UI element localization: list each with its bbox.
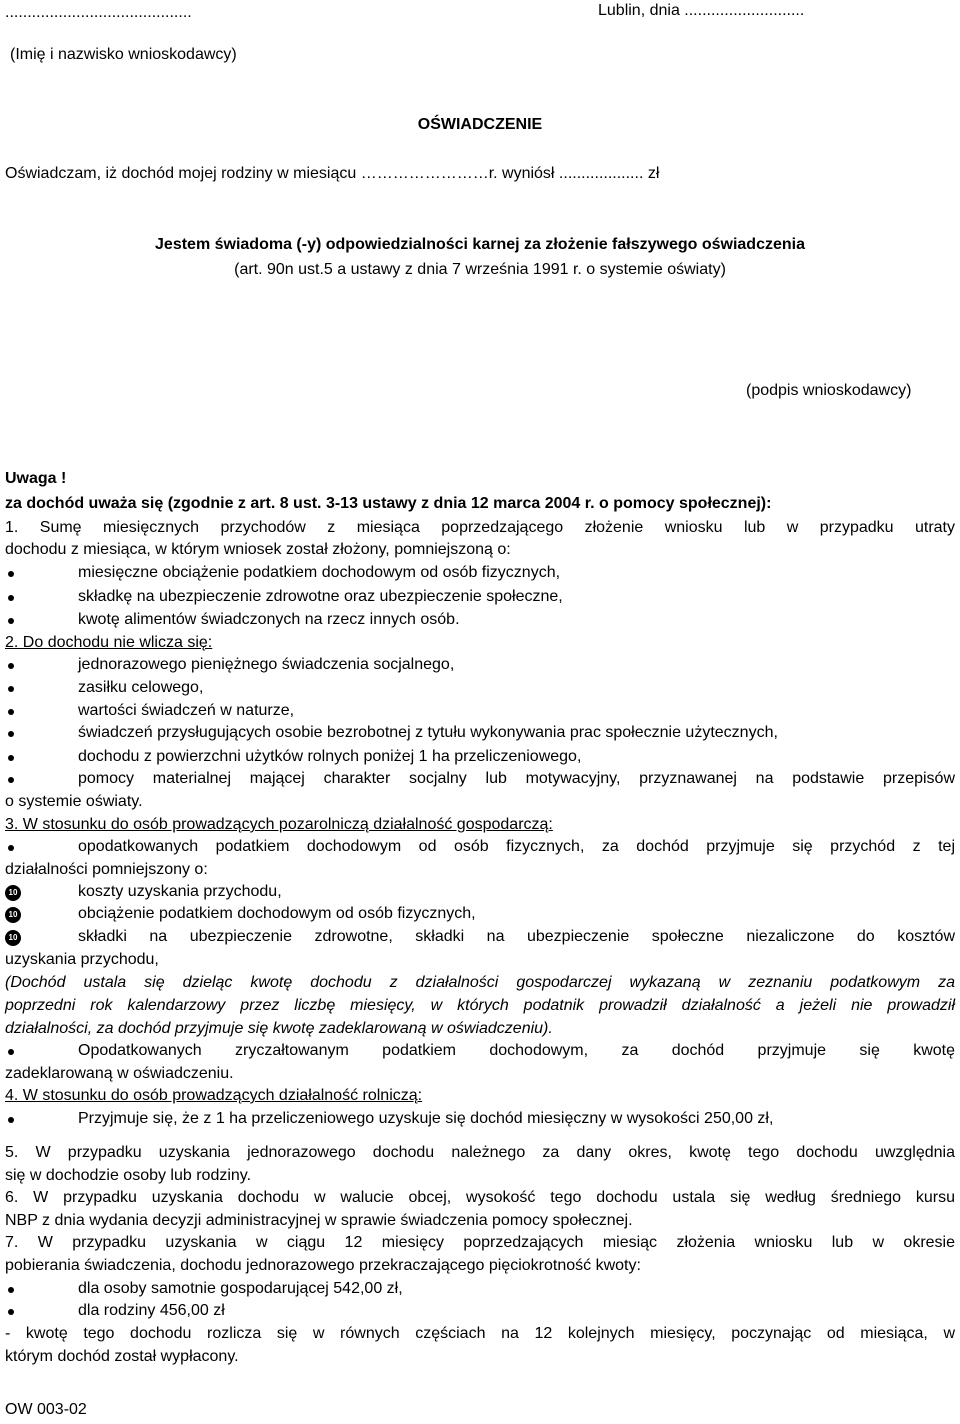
p1-item: miesięczne obciążenie podatkiem dochodowym od osób fizycznych, [78, 564, 561, 581]
p7-line2: pobierania świadczenia, dochodu jednorazowego przekraczającego pięciokrotność kwoty: [5, 1257, 641, 1274]
final-line2: którym dochód został wypłacony. [5, 1348, 239, 1365]
footer-code: OW 003-02 [5, 1401, 87, 1418]
p3-italic-note: działalności, za dochód przyjmuje się kwotę zadeklarowaną w oświadczeniu). [5, 1020, 553, 1037]
bullet-icon [5, 586, 17, 608]
p2-item: pomocy materialnej mającej charakter socjalny lub motywacyjny, przyznawanej na podstawie przepisów [78, 770, 955, 787]
p2-item-continuation: o systemie oświaty. [5, 793, 143, 810]
p2-item: zasiłku celowego, [78, 679, 204, 696]
p3-item1-continuation: działalności pomniejszony o: [5, 861, 208, 878]
p7-item: dla osoby samotnie gospodarującej 542,00 zł, [78, 1280, 403, 1297]
p6-line1: 6. W przypadku uzyskania dochodu w walucie obcej, wysokość tego dochodu ustala się według średniego kursu [5, 1189, 955, 1206]
p3-numbered-item: obciążenie podatkiem dochodowym od osób fizycznych, [78, 905, 476, 922]
city-date: Lublin, dnia ........................... [598, 2, 805, 19]
p3-heading: 3. W stosunku do osób prowadzących pozarolniczą działalność gospodarczą: [5, 816, 553, 833]
p3-numbered-item: koszty uzyskania przychodu, [78, 883, 282, 900]
applicant-name-dots: .......................................... [5, 4, 192, 21]
bullet-icon [5, 1300, 17, 1322]
bullet-icon [5, 700, 17, 722]
bullet-icon [5, 1108, 17, 1130]
applicant-name-label: (Imię i nazwisko wnioskodawcy) [10, 46, 237, 63]
bullet-icon [5, 746, 17, 768]
p2-item: dochodu z powierzchni użytków rolnych poniżej 1 ha przeliczeniowego, [78, 748, 582, 765]
p1-line1: 1. Sumę miesięcznych przychodów z miesiąca poprzedzającego złożenie wniosku lub w przypadku utraty [5, 519, 955, 536]
p5-line2: się w dochodzie osoby lub rodziny. [5, 1167, 252, 1184]
p4-heading: 4. W stosunku do osób prowadzących działalność rolniczą: [5, 1087, 423, 1104]
p3-numbered-continuation: uzyskania przychodu, [5, 951, 159, 968]
p7-line1: 7. W przypadku uzyskania w ciągu 12 miesięcy poprzedzających miesiąc złożenia wniosku lub w okresie [5, 1234, 955, 1251]
responsibility-statement: Jestem świadoma (-y) odpowiedzialności karnej za złożenie fałszywego oświadczenia [155, 236, 805, 253]
final-line1: - kwotę tego dochodu rozlicza się w równych częściach na 12 kolejnych miesięcy, poczynając od miesiąca, w [5, 1325, 955, 1342]
numbered-bullet-icon: 10 [5, 930, 21, 946]
p7-item: dla rodziny 456,00 zł [78, 1302, 225, 1319]
bullet-icon [5, 1040, 17, 1062]
p2-heading: 2. Do dochodu nie wlicza się: [5, 634, 213, 651]
document-title: OŚWIADCZENIE [417, 116, 543, 133]
numbered-bullet-icon: 10 [5, 907, 21, 923]
p3-italic-note: poprzedni rok kalendarzowy przez liczbę miesięcy, w których podatnik prowadził działalność a jeżeli nie prowadził [5, 997, 955, 1014]
p2-item: wartości świadczeń w naturze, [78, 702, 295, 719]
p2-item: jednorazowego pieniężnego świadczenia socjalnego, [78, 656, 455, 673]
p6-line2: NBP z dnia wydania decyzji administracyjnej w sprawie świadczenia pomocy społecznej. [5, 1212, 633, 1229]
p5-line1: 5. W przypadku uzyskania jednorazowego dochodu należnego za dany okres, kwotę tego dochodu uwzględnia [5, 1144, 955, 1161]
p4-item: Przyjmuje się, że z 1 ha przeliczeniowego uzyskuje się dochód miesięczny w wysokości 250,00 zł, [78, 1110, 774, 1127]
legal-reference: (art. 90n ust.5 a ustawy z dnia 7 września 1991 r. o systemie oświaty) [234, 261, 726, 278]
p3-numbered-item: składki na ubezpieczenie zdrowotne, składki na ubezpieczenie społeczne niezaliczone do kosztów [78, 928, 955, 945]
p1-item: kwotę alimentów świadczonych na rzecz innych osób. [78, 611, 460, 628]
bullet-icon [5, 562, 17, 584]
numbered-bullet-icon: 10 [5, 885, 21, 901]
p1-line2: dochodu z miesiąca, w którym wniosek został złożony, pomniejszoną o: [5, 541, 511, 558]
p2-item: świadczeń przysługujących osobie bezrobotnej z tytułu wykonywania prac społecznie użytecznych, [78, 724, 778, 741]
bullet-icon [5, 609, 17, 631]
p3-italic-note: (Dochód ustala się dzieląc kwotę dochodu z działalności gospodarczej wykazaną w zeznaniu podatkowym za [5, 974, 955, 991]
p3-item2: Opodatkowanych zryczałtowanym podatkiem dochodowym, za dochód przyjmuje się kwotę [78, 1042, 955, 1059]
bullet-icon [5, 722, 17, 744]
p3-item1: opodatkowanych podatkiem dochodowym od osób fizycznych, za dochód przyjmuje się przychód z tej [78, 838, 955, 855]
p1-item: składkę na ubezpieczenie zdrowotne oraz ubezpieczenie społeczne, [78, 588, 563, 605]
bullet-icon [5, 677, 17, 699]
note-subheading: za dochód uważa się (zgodnie z art. 8 ust. 3-13 ustawy z dnia 12 marca 2004 r. o pomocy społecznej): [5, 495, 772, 512]
bullet-icon [5, 654, 17, 676]
note-heading: Uwaga ! [5, 470, 67, 487]
bullet-icon [5, 1278, 17, 1300]
p3-item2-continuation: zadeklarowaną w oświadczeniu. [5, 1065, 234, 1082]
bullet-icon [5, 768, 17, 790]
bullet-icon [5, 836, 17, 858]
signature-label: (podpis wnioskodawcy) [746, 382, 912, 399]
income-declaration: Oświadczam, iż dochód mojej rodziny w miesiącu ……………………r. wyniósł ................... zł [5, 165, 660, 182]
